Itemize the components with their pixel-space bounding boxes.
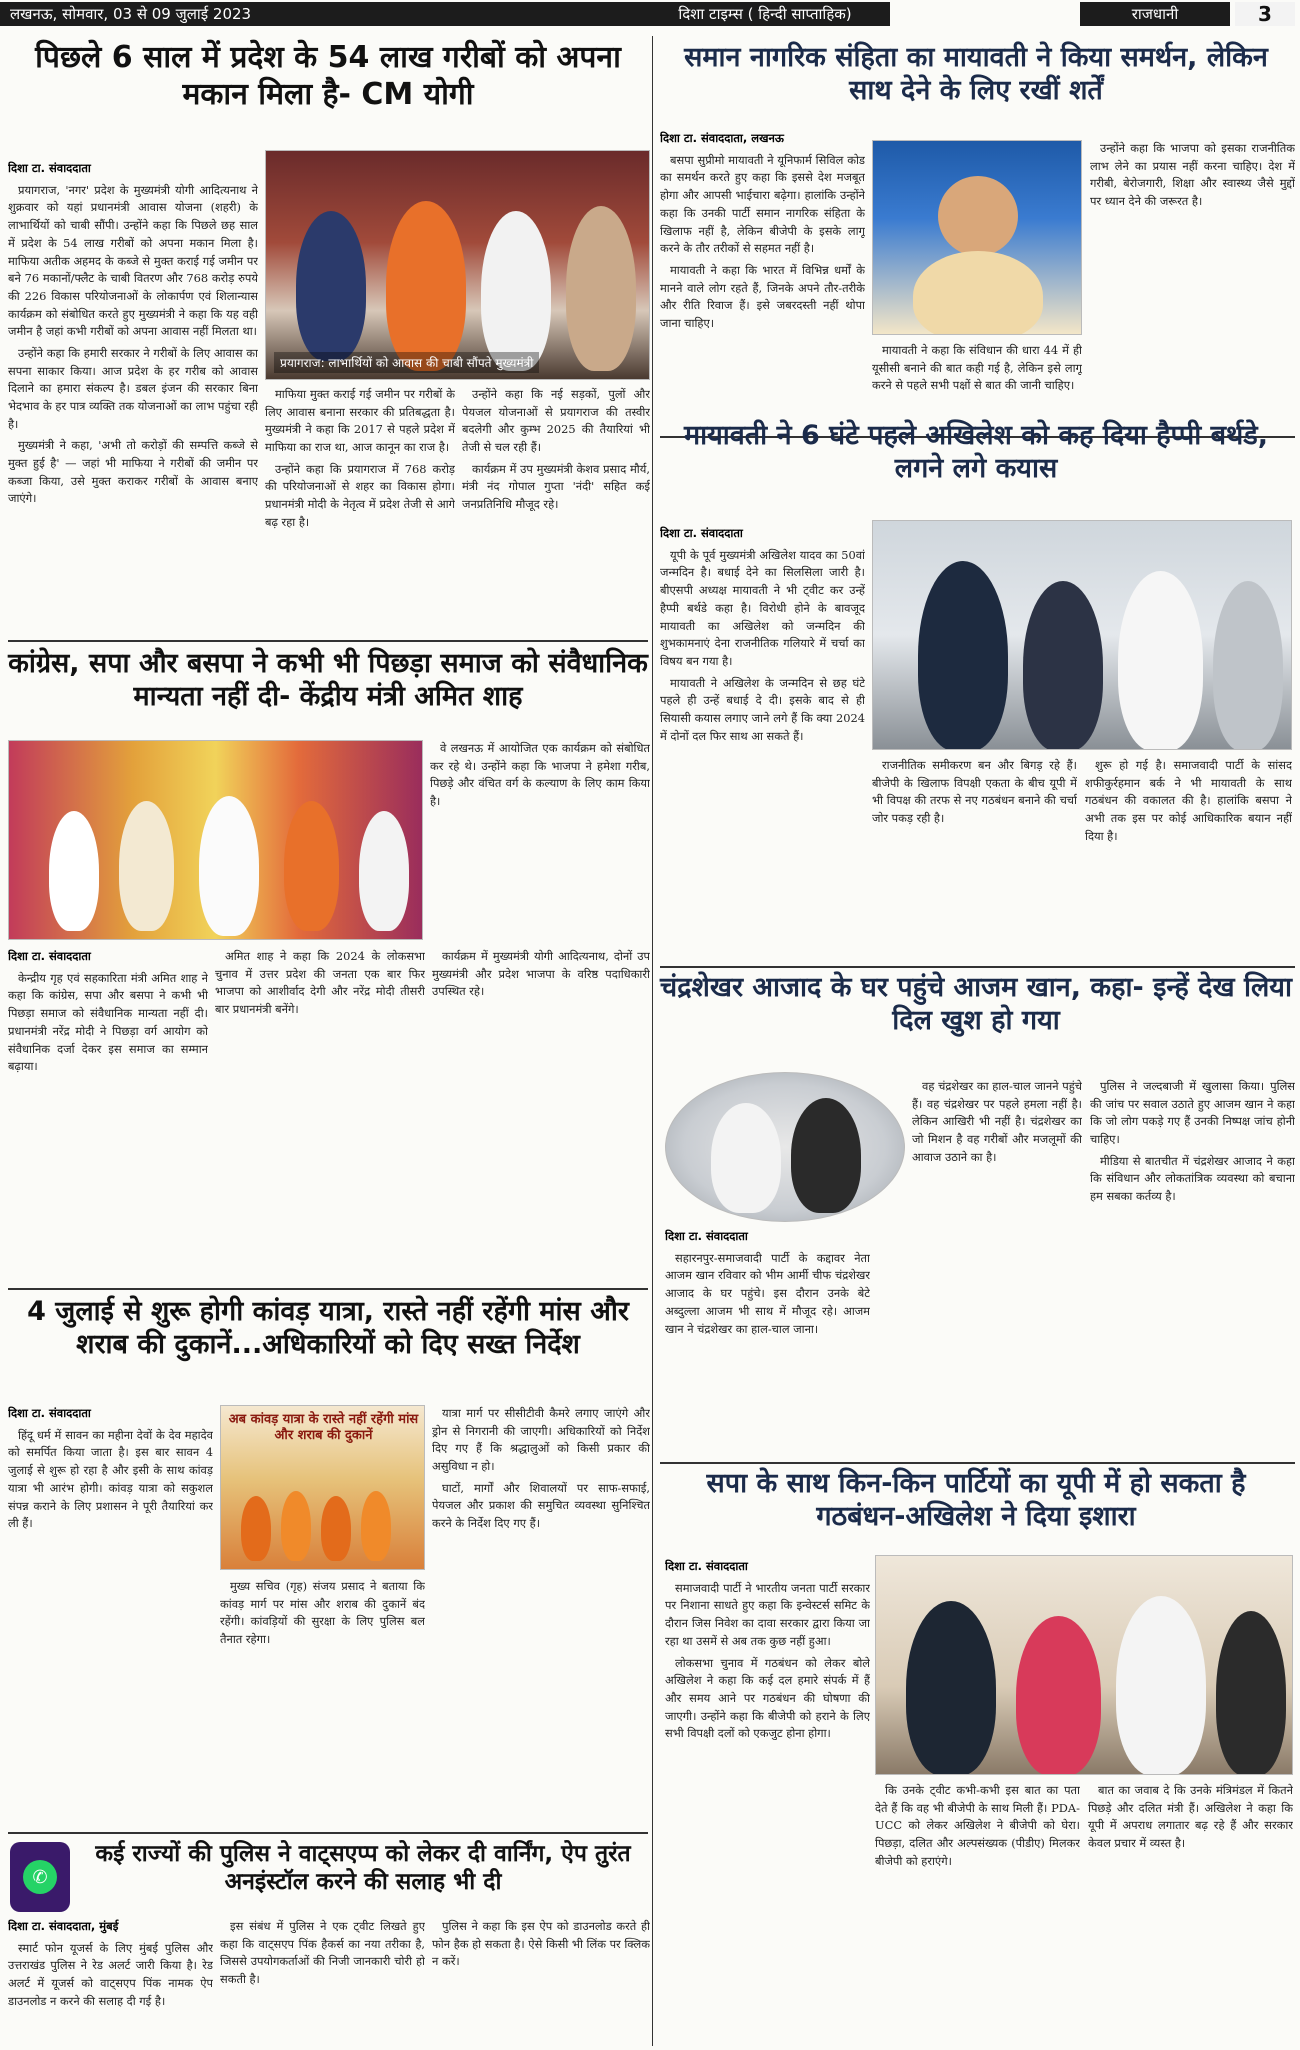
story8-para: कि उनके ट्वीट कभी-कभी इस बात का पता देते हैं कि वह भी बीजेपी के साथ मिली हैं। PDA-UCC को लेकर अखिलेश ने बीजेपी को घेरा। पिछड़ा, दलित और अल्पसंख्यक (पीडीए) मिलकर बीजेपी को हराएंगे। — [875, 1783, 1080, 1868]
story6-body-col3 — [1085, 757, 1292, 962]
story3-body-col2 — [220, 1578, 425, 1825]
story4-headline: कई राज्यों की पुलिस ने वाट्सएप्प को लेकर दी वार्निंग, ऐप तुरंत अनइंस्टॉल करने की सलाह भी दी — [95, 1841, 631, 1896]
story2-para: वे लखनऊ में आयोजित एक कार्यक्रम को संबोधित कर रहे थे। उन्होंने कहा कि भाजपा ने हमेशा गरीब, पिछड़े और वंचित वर्ग के कल्याण के लिए काम किया है। — [430, 741, 650, 809]
story2-para: अमित शाह ने कहा कि 2024 के लोकसभा चुनाव में उत्तर प्रदेश की जनता एक बार फिर भाजपा को आशीर्वाद देगी और नरेंद्र मोदी तीसरी बार प्रधानमंत्री बनेंगे। — [215, 949, 425, 1017]
story5-byline: दिशा टा. संवाददाता, लखनऊ — [660, 131, 784, 145]
story4-byline: दिशा टा. संवाददाता, मुंबई — [8, 1919, 119, 1933]
story3-para: घाटों, मार्गों और शिवालयों पर साफ-सफाई, पेयजल और प्रकाश की समुचित व्यवस्था सुनिश्चित करने के निर्देश दिए गए हैं। — [432, 1480, 650, 1531]
story3-byline: दिशा टा. संवाददाता — [8, 1406, 91, 1420]
story7-para: सहारनपुर-समाजवादी पार्टी के कद्दावर नेता आजम खान रविवार को भीम आर्मी चीफ चंद्रशेखर आजाद के घर पहुंचे। इस दौरान उनके बेटे अब्दुल्ला आजम भी साथ में मौजूद रहे। आजम खान ने चंद्रशेखर का हाल-चाल जाना। — [665, 1250, 870, 1336]
story6-para: यूपी के पूर्व मुख्यमंत्री अखिलेश यादव का 50वां जन्मदिन है। बधाई देने का सिलसिला जारी है। बीएसपी अध्यक्ष मायावती ने भी ट्वीट कर उन्हें हैप्पी बर्थडे कहा है। विरोधी होने के बावजूद मायावती का अखिलेश को जन्मदिन की शुभकामनाएं देना राजनीतिक गलियारे में चर्चा का विषय बन गया है। — [660, 547, 865, 668]
story7-body-col3 — [1090, 1078, 1295, 1458]
story3-poster-title: अब कांवड़ यात्रा के रास्ते नहीं रहेंगी मांस और शराब की दुकानें — [228, 1412, 419, 1444]
story4-para: पुलिस ने कहा कि इस ऐप को डाउनलोड करते ही फोन हैक हो सकता है। ऐसे किसी भी लिंक पर क्लिक न करें। — [432, 1919, 650, 1969]
story6-photo — [872, 520, 1292, 750]
story5-para: बसपा सुप्रीमो मायावती ने यूनिफार्म सिविल कोड का समर्थन करते हुए कहा कि इससे देश मजबूत होगा और आपसी भाईचारा बढ़ेगा। हालांकि उन्होंने कहा कि उनकी पार्टी समान नागरिक संहिता के खिलाफ नहीं है, लेकिन बीजेपी के इसके लागू करने के तौर तरीकों से सहमत नहीं है। — [660, 152, 865, 256]
story7-headline: चंद्रशेखर आजाद के घर पहुंचे आजम खान, कहा- इन्हें देख लिया दिल खुश हो गया — [660, 972, 1292, 1036]
story4-para: स्मार्ट फोन यूजर्स के लिए मुंबई पुलिस और उत्तराखंड पुलिस ने रेड अलर्ट जारी किया है। रेड अलर्ट में यूजर्स को वाट्सएप पिंक नामक ऐप डाउनलोड न करने की सलाह दी गई है। — [8, 1940, 213, 2008]
story1-body-left — [8, 160, 258, 625]
story7-photo — [665, 1072, 905, 1222]
story2-body-col1 — [8, 948, 208, 1278]
section-name: राजधानी — [1080, 2, 1230, 26]
story6-para: राजनीतिक समीकरण बन और बिगड़ रहे हैं। बीजेपी के खिलाफ विपक्षी एकता के बीच यूपी में भी विपक्ष की तरफ से नए गठबंधन बनाने की चर्चा जोर पकड़ रही है। — [872, 758, 1077, 826]
story1-para: प्रयागराज, 'नगर' प्रदेश के मुख्यमंत्री योगी आदित्यनाथ ने शुक्रवार को यहां प्रधानमंत्री आवास योजना (शहरी) के लाभार्थियों को चाबी सौंपी। उन्होंने कहा कि पिछले छह साल में प्रदेश के 54 लाख गरीबों को अपना मकान मिला है। माफिया अतीक अहमद के कब्जे से मुक्त कराई गई जमीन पर बने 76 मकानों/फ्लैट के चाबी वितरण और 768 करोड़ रुपये की 226 विकास परियोजनाओं के लोकार्पण एवं शिलान्यास कार्यक्रम को संबोधित करते हुए मुख्यमंत्री ने कहा कि यह वही जमीन है जहां कभी गरीबों को अपना आवास नहीं मिलता था। — [8, 182, 258, 339]
story5-para: उन्होंने कहा कि भाजपा को इसका राजनीतिक लाभ लेने का प्रयास नहीं करना चाहिए। देश में गरीबी, बेरोजगारी, शिक्षा और स्वास्थ्य जैसे मुद्दों पर ध्यान देने की जरूरत है। — [1090, 141, 1295, 209]
story6-body-col2 — [872, 757, 1077, 962]
story6-para: मायावती ने अखिलेश के जन्मदिन से छह घंटे पहले ही उन्हें बधाई दे दी। इसके बाद से ही सियासी कयास लगाए जाने लगे हैं कि क्या 2024 में दोनों दल फिर साथ आ सकते हैं। — [660, 675, 865, 743]
story7-body-col2 — [912, 1078, 1082, 1458]
section-rule — [8, 1288, 648, 1290]
story8-body-col2 — [875, 1782, 1080, 2046]
story4-body-col2 — [220, 1918, 425, 2046]
story4-body-col1 — [8, 1918, 213, 2046]
story1-para: मुख्यमंत्री ने कहा, 'अभी तो करोड़ों की सम्पत्ति कब्जे से मुक्त हुई है' — जहां भी माफिया ने गरीबों की जमीन पर कब्जा किया, उसे मुक्त कराकर गरीबों के आवास बनाए जाएंगे। — [8, 438, 258, 506]
story1-photo — [265, 150, 650, 380]
story8-photo — [875, 1555, 1293, 1775]
phone-icon — [10, 1842, 70, 1912]
story6-byline: दिशा टा. संवाददाता — [660, 526, 743, 540]
story1-headline: पिछले 6 साल में प्रदेश के 54 लाख गरीबों को अपना मकान मिला है- CM योगी — [35, 40, 621, 112]
story8-body-col1 — [665, 1558, 870, 2046]
story8-byline: दिशा टा. संवाददाता — [665, 1559, 748, 1573]
story8-para: लोकसभा चुनाव में गठबंधन को लेकर बोले अखिलेश ने कहा कि कई दल हमारे संपर्क में हैं और समय आने पर गठबंधन की घोषणा की जाएगी। उन्होंने कहा कि बीजेपी को हराने के लिए सभी विपक्षी दलों को एकजुट होना होगा। — [665, 1655, 870, 1741]
story7-para: पुलिस ने जल्दबाजी में खुलासा किया। पुलिस की जांच पर सवाल उठाते हुए आजम खान ने कहा कि जो लोग पकड़े गए हैं उनकी निष्पक्ष जांच होनी चाहिए। — [1090, 1079, 1295, 1147]
story3-poster — [220, 1405, 425, 1570]
story5-body-col2 — [872, 342, 1082, 432]
story1-para: उन्होंने कहा कि हमारी सरकार ने गरीबों के लिए आवास का सपना साकार किया। आज प्रदेश के हर गरीब को आवास दिलाने का हमारा संकल्प है। डबल इंजन की सरकार बिना भेदभाव के हर पात्र व्यक्ति तक योजनाओं का लाभ पहुंचा रही है। — [8, 345, 258, 431]
section-rule — [8, 640, 648, 642]
story8-body-col3 — [1088, 1782, 1293, 2046]
page-number: 3 — [1235, 2, 1295, 26]
story3-body-col3 — [432, 1405, 650, 1825]
story3-para: यात्रा मार्ग पर सीसीटीवी कैमरे लगाए जाएंगे और ड्रोन से निगरानी की जाएगी। अधिकारियों को निर्देश दिए गए हैं कि श्रद्धालुओं को किसी प्रकार की असुविधा न हो। — [432, 1406, 650, 1474]
section-rule — [660, 966, 1295, 968]
story1-para: कार्यक्रम में उप मुख्यमंत्री केशव प्रसाद मौर्य, मंत्री नंद गोपाल गुप्ता 'नंदी' सहित कई जनप्रतिनिधि मौजूद रहे। — [462, 461, 650, 512]
story3-para: मुख्य सचिव (गृह) संजय प्रसाद ने बताया कि कांवड़ मार्ग पर मांस और शराब की दुकानें बंद रहेंगी। कांवड़ियों की सुरक्षा के लिए पुलिस बल तैनात रहेगा। — [220, 1579, 425, 1647]
masthead — [0, 0, 1300, 30]
story2-para: कार्यक्रम में मुख्यमंत्री योगी आदित्यनाथ, दोनों उप मुख्यमंत्री और प्रदेश भाजपा के वरिष्ठ पदाधिकारी उपस्थित रहे। — [432, 949, 650, 999]
story1-body-mid — [265, 386, 455, 626]
story8-headline: सपा के साथ किन-किन पार्टियों का यूपी में हो सकता है गठबंधन-अखिलेश ने दिया इशारा — [706, 1468, 1246, 1532]
story8-para: समाजवादी पार्टी ने भारतीय जनता पार्टी सरकार पर निशाना साधते हुए कहा कि इन्वेस्टर्स समिट के दौरान जिस निवेश का दावा सरकार द्वारा किया जा रहा था उसमें से अब तक कुछ नहीं हुआ। — [665, 1580, 870, 1648]
story5-photo — [872, 140, 1082, 335]
story2-headline: कांग्रेस, सपा और बसपा ने कभी भी पिछड़ा समाज को संवैधानिक मान्यता नहीं दी- केंद्रीय मंत्री अमित शाह — [8, 648, 648, 712]
story7-body-col1 — [665, 1228, 870, 1458]
story7-byline: दिशा टा. संवाददाता — [665, 1229, 748, 1243]
story4-para: इस संबंध में पुलिस ने एक ट्वीट लिखते हुए कहा कि वाट्सएप पिंक हैकर्स का नया तरीका है, जिससे उपयोगकर्ताओं की निजी जानकारी चोरी हो सकती है। — [220, 1919, 425, 1987]
story3-body-col1 — [8, 1405, 213, 1825]
story2-byline: दिशा टा. संवाददाता — [8, 949, 91, 963]
story1-body-right — [462, 386, 650, 626]
story1-para: उन्होंने कहा कि प्रयागराज में 768 करोड़ की परियोजनाओं से शहर का विकास होगा। प्रधानमंत्री मोदी के नेतृत्व में प्रदेश तेजी से आगे बढ़ रहा है। — [265, 461, 455, 529]
story6-para: शुरू हो गई है। समाजवादी पार्टी के सांसद शफीकुर्रहमान बर्क ने भी मायावती के साथ गठबंधन की वकालत की है। हालांकि बसपा ने अभी तक इस पर कोई आधिकारिक बयान नहीं दिया है। — [1085, 758, 1292, 843]
story1-byline: दिशा टा. संवाददाता — [8, 161, 91, 175]
story5-body-col3 — [1090, 140, 1295, 432]
story7-para: मीडिया से बातचीत में चंद्रशेखर आजाद ने कहा कि संविधान और लोकतांत्रिक व्यवस्था को बचाना हम सबका कर्तव्य है। — [1090, 1153, 1295, 1204]
story5-para: मायावती ने कहा कि संविधान की धारा 44 में ही यूसीसी बनाने की बात कही गई है, लेकिन इसे लागू करने से पहले सभी पक्षों से बात की जानी चाहिए। — [872, 343, 1082, 393]
story2-photo — [8, 740, 423, 940]
story2-body-col3 — [432, 948, 650, 1278]
story6-body-col1 — [660, 525, 865, 960]
paper-name: दिशा टाइम्स ( हिन्दी साप्ताहिक) — [640, 2, 890, 26]
section-rule — [660, 1462, 1295, 1464]
story5-para: मायावती ने कहा कि भारत में विभिन्न धर्मों के मानने वाले लोग रहते हैं, जिनके अपने तौर-तरीके और रीति रिवाज हैं। इसे जबरदस्ती नहीं थोपा जाना चाहिए। — [660, 262, 865, 330]
section-rule — [8, 1832, 648, 1834]
story2-body-col2 — [215, 948, 425, 1278]
story1-photo-caption: प्रयागराज: लाभार्थियों को आवास की चाबी सौंपते मुख्यमंत्री — [274, 352, 539, 373]
story8-para: बात का जवाब दे कि उनके मंत्रिमंडल में कितने पिछड़े और दलित मंत्री हैं। अखिलेश ने कहा कि यूपी में अपराध लगातार बढ़ रहे हैं और सरकार केवल प्रचार में व्यस्त है। — [1088, 1783, 1293, 1851]
story1-para: उन्होंने कहा कि नई सड़कों, पुलों और पेयजल योजनाओं से प्रयागराज की तस्वीर बदलेगी और कुम्भ 2025 की तैयारियां भी तेजी से चल रही हैं। — [462, 387, 650, 455]
story7-para: वह चंद्रशेखर का हाल-चाल जानने पहुंचे हैं। वह चंद्रशेखर पर पहले हमला नहीं है। लेकिन आखिरी भी नहीं है। चंद्रशेखर का जो मिशन है वह गरीबों और मजलूमों की आवाज उठाने का है। — [912, 1079, 1082, 1164]
story5-headline: समान नागरिक संहिता का मायावती ने किया समर्थन, लेकिन साथ देने के लिए रखीं शर्तें — [684, 42, 1268, 106]
story5-body-col1 — [660, 130, 865, 430]
story1-para: माफिया मुक्त कराई गई जमीन पर गरीबों के लिए आवास बनाना सरकार की प्रतिबद्धता है। मुख्यमंत्री ने कहा कि 2017 से पहले प्रदेश में माफिया का राज था, आज कानून का राज है। — [265, 387, 455, 455]
story2-para: केन्द्रीय गृह एवं सहकारिता मंत्री अमित शाह ने कहा कि कांग्रेस, सपा और बसपा ने कभी भी पिछड़ा समाज को संवैधानिक मान्यता नहीं दी। प्रधानमंत्री नरेंद्र मोदी ने पिछड़ा वर्ग आयोग को संवैधानिक दर्जा देकर इस समाज का सम्मान बढ़ाया। — [8, 970, 208, 1074]
column-divider — [652, 36, 653, 2046]
story3-para: हिंदू धर्म में सावन का महीना देवों के देव महादेव को समर्पित किया जाता है। इस बार सावन 4 जुलाई से शुरू हो रहा है और इसी के साथ कांवड़ यात्रा भी आरंभ होगी। कांवड़ यात्रा को सकुशल संपन्न कराने के लिए प्रशासन ने पूरी तैयारियां कर ली हैं। — [8, 1427, 213, 1531]
story3-headline: 4 जुलाई से शुरू होगी कांवड़ यात्रा, रास्ते नहीं रहेंगी मांस और शराब की दुकानें...अधिकारियों को दिए सख्त निर्देश — [27, 1296, 629, 1360]
whatsapp-icon: ✆ — [23, 1860, 57, 1894]
story4-body-col3 — [432, 1918, 650, 2046]
story6-headline: मायावती ने 6 घंटे पहले अखिलेश को कह दिया हैप्पी बर्थडे, लगने लगे कयास — [683, 420, 1268, 484]
date-line: लखनऊ, सोमवार, 03 से 09 जुलाई 2023 — [0, 2, 640, 26]
story2-body-top — [430, 740, 650, 940]
